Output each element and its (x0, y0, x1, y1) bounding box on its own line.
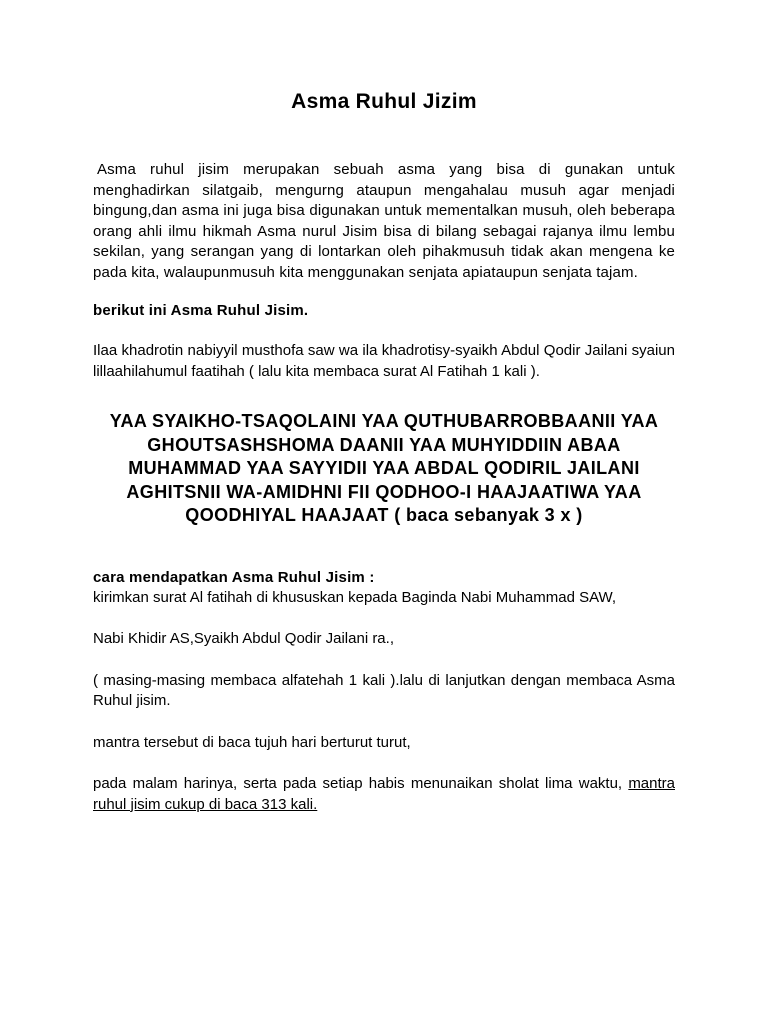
cara-line-1: kirimkan surat Al fatihah di khususkan kepada Baginda Nabi Muhammad SAW, (93, 588, 617, 606)
tawasul-paragraph: Ilaa khadrotin nabiyyil musthofa saw wa ila khadrotisy-syaikh Abdul Qodir Jailani syaiun lillaahilahumul faatihah ( lalu kita membaca surat Al Fatihah 1 kali ). (93, 342, 675, 380)
document-title: Asma Ruhul Jizim (291, 90, 477, 113)
berikut-heading: berikut ini Asma Ruhul Jisim. (93, 302, 309, 319)
cara-line-5 (93, 774, 675, 815)
mantra-note: ( baca sebanyak 3 x ) (388, 505, 583, 525)
cara-line-2: Nabi Khidir AS,Syaikh Abdul Qodir Jailani ra., (93, 630, 394, 647)
intro-paragraph: Asma ruhul jisim merupakan sebuah asma yang bisa di gunakan untuk menghadirkan silatgaib, mengurng ataupun mengahalau musuh agar menjadi bingung,dan asma ini juga bisa digunakan untuk mementalkan musuh, oleh beberapa orang ahli ilmu hikmah Asma nurul Jisim bisa di bilang sebagai rajanya ilmu lembu sekilan, yang serangan yang di lontarkan oleh pihakmusuh tidak akan mengena ke pada kita, walaupunmusuh kita menggunakan senjata apiataupun senjata tajam. (93, 161, 675, 281)
cara-heading: cara mendapatkan Asma Ruhul Jisim : (93, 568, 375, 586)
mantra-block (93, 410, 675, 528)
cara-line-3: ( masing-masing membaca alfatehah 1 kali ).lalu di lanjutkan dengan membaca Asma Ruhul jisim. (93, 671, 675, 709)
cara-line-5-text: pada malam harinya, serta pada setiap habis menunaikan sholat lima waktu, (93, 775, 623, 792)
cara-line-4: mantra tersebut di baca tujuh hari berturut turut, (93, 733, 411, 751)
mantra-text: YAA SYAIKHO-TSAQOLAINI YAA QUTHUBARROBBAANII YAA GHOUTSASHSHOMA DAANII YAA MUHYIDDIIN ABAA MUHAMMAD YAA SAYYIDII YAA ABDAL QODIRIL JAILANI AGHITSNII WA-AMIDHNI FII QODHOO-I HAAJAATIWA YAA QOODHIYAL HAAJAAT (109, 411, 659, 525)
document-body (93, 88, 675, 815)
cara-line-6-underlined: mantra ruhul jisim cukup di baca 313 kali. (93, 775, 675, 813)
